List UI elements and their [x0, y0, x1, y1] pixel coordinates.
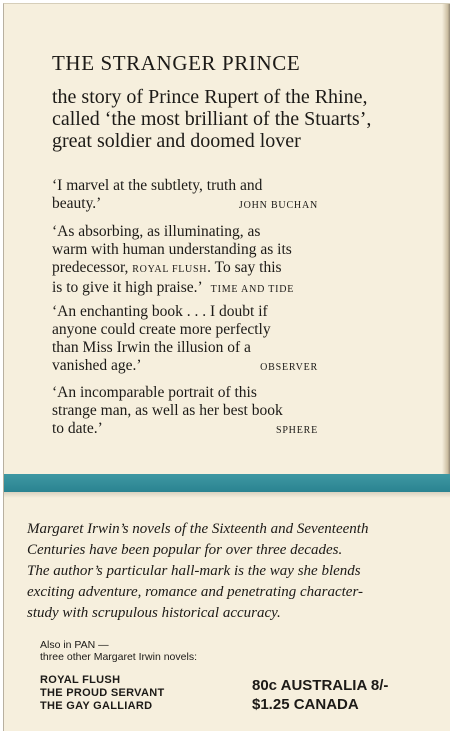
review-quote-observer: [52, 303, 372, 375]
list-item: THE GAY GALLIARD: [40, 700, 153, 712]
quote-line: ‘I marvel at the subtlety, truth and: [52, 177, 263, 194]
quote-line: anyone could create more perfectly: [52, 321, 271, 338]
band-shadow: [4, 492, 450, 498]
quote-line: [52, 357, 372, 375]
quote-line: ‘As absorbing, as illuminating, as: [52, 223, 261, 240]
quote-line: [52, 420, 372, 438]
quote-line: strange man, as well as her best book: [52, 402, 283, 419]
blurb-line: The author’s particular hall-mark is the way she blends: [27, 563, 361, 579]
tagline-line: great soldier and doomed lover: [52, 130, 301, 152]
review-quote-buchan: [52, 177, 372, 213]
review-quote-sphere: [52, 384, 372, 438]
quote-source: JOHN BUCHAN: [238, 200, 318, 211]
quote-text: is to give it high praise.’: [52, 279, 203, 296]
blurb-line: study with scrupulous historical accuracy.: [27, 605, 281, 621]
also-heading: Also in PAN —: [40, 639, 109, 651]
price-australia: 80c AUSTRALIA 8/-: [252, 677, 389, 694]
blurb-line: Margaret Irwin’s novels of the Sixteenth and Seventeenth: [27, 521, 369, 537]
review-quote-time-and-tide: [52, 223, 372, 299]
price-block: [252, 676, 388, 714]
quote-line: warm with human understanding as its: [52, 241, 292, 258]
list-item: THE PROUD SERVANT: [40, 687, 165, 699]
back-cover: [3, 3, 450, 731]
book-reference: ROYAL FLUSH: [132, 264, 208, 275]
quote-source: OBSERVER: [260, 362, 318, 373]
price-canada: $1.25 CANADA: [252, 696, 359, 713]
author-blurb: [27, 519, 447, 624]
quote-text: . To say this: [207, 259, 282, 276]
quote-source: TIME AND TIDE: [210, 284, 295, 295]
quote-text: vanished age.’: [52, 357, 142, 374]
quote-text: predecessor,: [52, 259, 133, 276]
page-edge-shadow: [442, 4, 450, 474]
quote-text: beauty.’: [52, 195, 102, 212]
list-item: ROYAL FLUSH: [40, 674, 121, 686]
quote-line: [52, 279, 372, 299]
book-title: THE STRANGER PRINCE: [52, 51, 301, 75]
also-in-pan: [40, 639, 197, 663]
quote-line: than Miss Irwin the illusion of a: [52, 339, 251, 356]
tagline-line: called ‘the most brilliant of the Stuarts’,: [52, 108, 372, 130]
quote-line: [52, 259, 372, 279]
quote-line: [52, 195, 372, 213]
teal-divider-band: [4, 474, 450, 492]
quote-text: to date.’: [52, 420, 103, 437]
tagline: [52, 86, 442, 152]
other-novels-list: [40, 674, 164, 713]
blurb-line: Centuries have been popular for over three decades.: [27, 542, 343, 558]
also-subheading: three other Margaret Irwin novels:: [40, 651, 197, 663]
quote-line: ‘An incomparable portrait of this: [52, 384, 257, 401]
blurb-line: exciting adventure, romance and penetrating character-: [27, 584, 363, 600]
quote-line: ‘An enchanting book . . . I doubt if: [52, 303, 268, 320]
tagline-line: the story of Prince Rupert of the Rhine,: [52, 86, 368, 108]
quote-source: SPHERE: [275, 425, 318, 436]
